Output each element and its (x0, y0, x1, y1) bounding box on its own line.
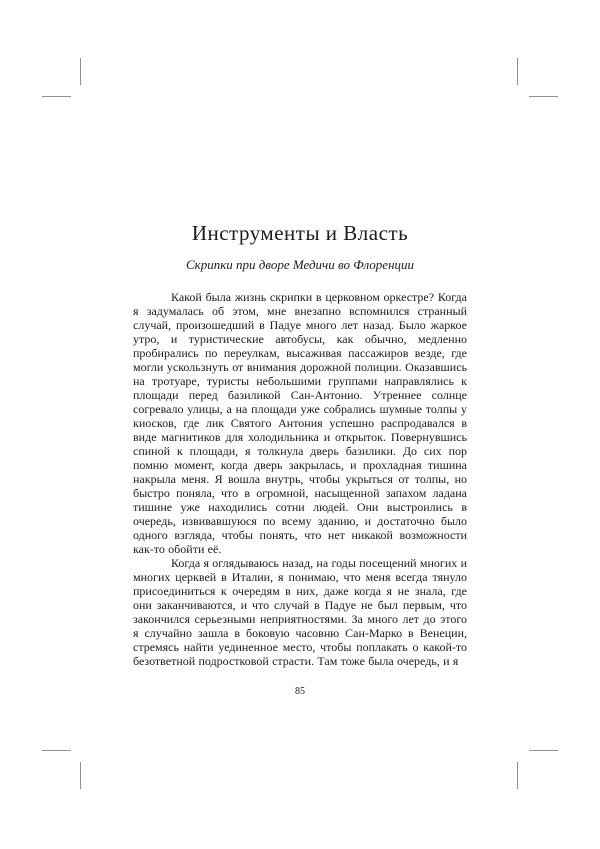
crop-mark-bottom-left-horizontal (42, 750, 71, 751)
page-number: 85 (295, 686, 305, 697)
body-paragraph: Какой была жизнь скрипки в церковном оркестре? Когда я задумалась об этом, мне внезапно вспомнился странный случай, произошедший в Падуе много лет назад. Было жаркое утро, и туристические автобусы, как обычно, медленно пробирались по переулкам, высаживая пассажиров везде, где могли ускользнуть от внимания дорожной полиции. Оказавшись на тротуаре, туристы небольшими группами направлялись к площади перед базиликой Сан-Антонио. Утреннее солнце согревало улицы, а на площади уже собрались шумные толпы у киосков, где лик Святого Антония успешно распродавался в виде магнитиков для холодильника и открыток. Повернувшись спиной к площади, я толкнула дверь базилики. До сих пор помню момент, когда дверь закрылась, и прохладная тишина накрыла меня. Я вошла внутрь, чтобы укрыться от толпы, но быстро поняла, что в огромной, насыщенной запахом ладана тишине уже находились сотни людей. Они выстроились в очередь, извивавшуюся по всему зданию, и достаточно было одного взгляда, чтобы понять, что нет никакой возможности как-то обойти её. (133, 290, 467, 556)
crop-mark-top-left-vertical (80, 58, 81, 85)
crop-mark-bottom-right-vertical (517, 762, 518, 789)
crop-mark-bottom-right-horizontal (529, 750, 558, 751)
chapter-body (133, 290, 467, 668)
crop-mark-top-right-horizontal (529, 96, 558, 97)
chapter-title: Инструменты и Власть (191, 221, 409, 245)
crop-mark-top-right-vertical (517, 58, 518, 85)
crop-mark-bottom-left-vertical (80, 762, 81, 789)
body-paragraph: Когда я оглядываюсь назад, на годы посещений многих и многих церквей в Италии, я понимаю, что меня всегда тянуло присоединиться к очередям в них, даже когда я не знала, где они заканчиваются, и что случай в Падуе не был первым, что закончился серьезными неприятностями. За много лет до этого я случайно зашла в боковую часовню Сан-Марко в Венеции, стремясь найти уединенное место, чтобы поплакать о какой-то безответной подростковой страсти. Там тоже была очередь, и я (133, 556, 467, 668)
chapter-subtitle: Скрипки при дворе Медичи во Флоренции (185, 257, 415, 272)
crop-mark-top-left-horizontal (42, 96, 71, 97)
